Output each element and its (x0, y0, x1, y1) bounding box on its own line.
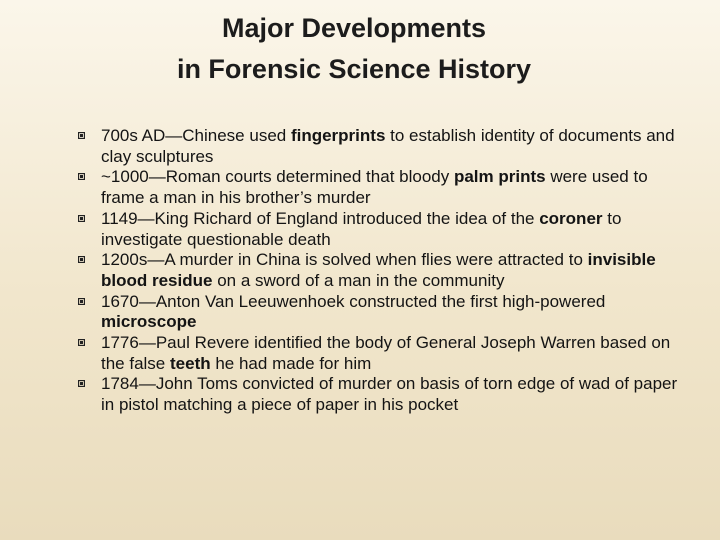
square-bullet-icon (78, 215, 85, 222)
bullet-list (78, 126, 678, 416)
bullet-text-bold: microscope (101, 312, 197, 332)
bullet-item (78, 333, 678, 374)
bullet-text-pre: 700s AD—Chinese used (101, 126, 291, 145)
square-bullet-icon (78, 380, 85, 387)
title-line-2: in Forensic Science History (176, 54, 532, 84)
bullet-text-bold: fingerprints (290, 126, 386, 145)
bullet-text-pre: 1670—Anton Van Leeuwenhoek constructed the first high-powered (101, 291, 606, 311)
square-bullet-icon (78, 132, 85, 139)
bullet-item (78, 250, 678, 291)
bullet-text-pre: ~1000—Roman courts determined that bloody (101, 167, 454, 187)
bullet-text-pre: 1776—Paul Revere identified the body of General Joseph Warren based on the false (101, 333, 671, 373)
bullet-text-post: to establish identity of documents and clay sculptures (101, 126, 675, 166)
bullet-text-pre: 1784—John Toms convicted of murder on basis of torn edge of wad of paper in pistol matching a piece of paper in his pocket (101, 374, 678, 415)
bullet-text-pre: 1200s—A murder in China is solved when flies were attracted to (101, 250, 588, 270)
bullet-item (78, 209, 678, 250)
bullet-text-pre: 1149—King Richard of England introduced the idea of the (101, 208, 540, 228)
bullet-text-post: on a sword of a man in the community (212, 270, 505, 290)
square-bullet-icon (78, 339, 85, 346)
bullet-item (78, 292, 678, 333)
bullet-text-bold: invisible blood residue (101, 250, 656, 290)
bullet-text-post: he had made for him (210, 353, 372, 373)
bullet-text-post: were used to frame a man in his brother’s murder (101, 167, 648, 208)
bullet-item (78, 167, 678, 208)
square-bullet-icon (78, 256, 85, 263)
bullet-text-post: to investigate questionable death (101, 208, 622, 249)
title-line-1: Major Developments (221, 13, 487, 43)
square-bullet-icon (78, 173, 85, 180)
slide-title (0, 8, 708, 90)
bullet-text-bold: coroner (539, 208, 603, 228)
bullet-item (78, 374, 678, 415)
square-bullet-icon (78, 298, 85, 305)
bullet-item (78, 126, 678, 167)
bullet-text-bold: palm prints (453, 167, 546, 187)
bullet-text-bold: teeth (170, 353, 211, 373)
